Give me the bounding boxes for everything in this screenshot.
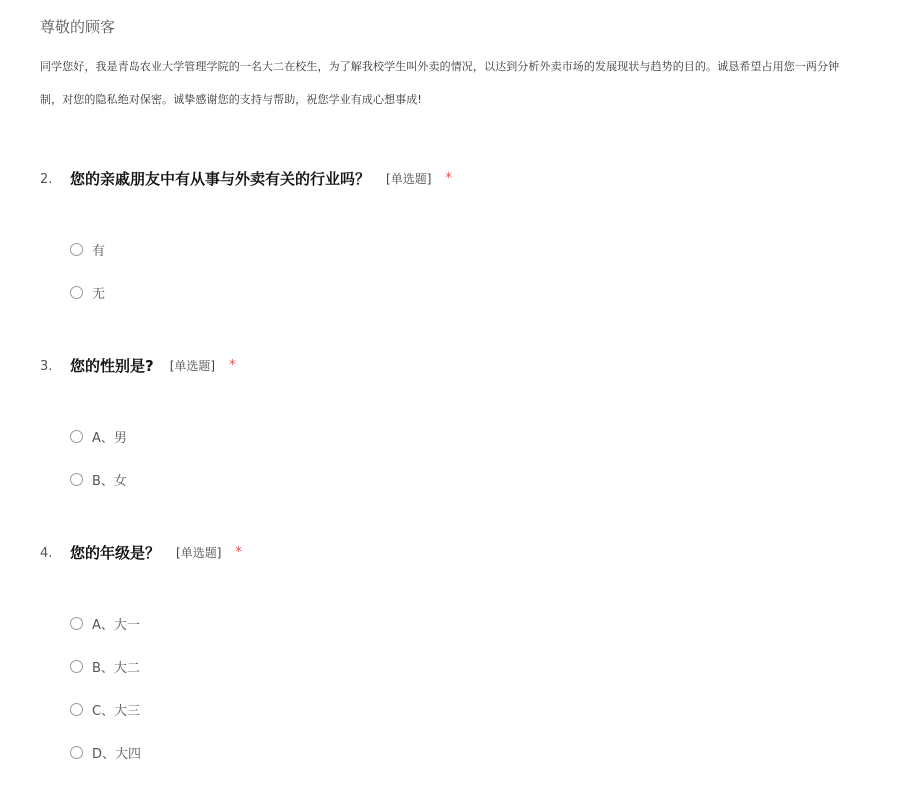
question-number: 2. [40, 172, 53, 187]
option-label[interactable]: A、男 [92, 430, 127, 446]
question-title: 您的性别是? [70, 357, 154, 375]
radio-button[interactable] [70, 660, 83, 673]
option-label[interactable]: C、大三 [92, 703, 141, 719]
radio-button[interactable] [70, 430, 83, 443]
option-label[interactable]: B、大二 [92, 660, 140, 676]
survey-intro-line-1: 同学您好，我是青岛农业大学管理学院的一名大二在校生，为了解我校学生叫外卖的情况，以达到分析外卖市场的发展现状与趋势的目的。诚恳希望占用您一两分钟 [40, 60, 840, 73]
option-q4-d[interactable] [70, 743, 141, 761]
option-label[interactable]: 有 [92, 243, 106, 259]
radio-button[interactable] [70, 746, 83, 759]
survey-greeting: 尊敬的顾客 [40, 18, 116, 36]
question-title-row [70, 542, 242, 563]
option-q2-a[interactable] [70, 240, 105, 258]
radio-button[interactable] [70, 473, 83, 486]
question-number: 3. [40, 359, 53, 374]
required-marker: * [445, 171, 452, 186]
option-label[interactable]: D、大四 [92, 746, 142, 762]
option-q3-a[interactable] [70, 427, 127, 445]
question-type-label: [单选题] [386, 172, 432, 186]
required-marker: * [235, 545, 242, 560]
radio-button[interactable] [70, 286, 83, 299]
option-q4-c[interactable] [70, 700, 140, 718]
option-label[interactable]: A、大一 [92, 617, 140, 633]
question-title: 您的亲戚朋友中有从事与外卖有关的行业吗？ [70, 170, 371, 188]
radio-button[interactable] [70, 243, 83, 256]
question-title: 您的年级是？ [70, 544, 161, 562]
option-q4-b[interactable] [70, 657, 140, 675]
question-title-row [70, 355, 236, 376]
option-label[interactable]: B、女 [92, 473, 127, 489]
option-label[interactable]: 无 [92, 286, 106, 302]
question-number: 4. [40, 546, 53, 561]
radio-button[interactable] [70, 703, 83, 716]
required-marker: * [229, 358, 236, 373]
option-q4-a[interactable] [70, 614, 140, 632]
question-title-row [70, 168, 452, 189]
question-type-label: [单选题] [176, 546, 222, 560]
radio-button[interactable] [70, 617, 83, 630]
option-q2-b[interactable] [70, 283, 105, 301]
question-type-label: [单选题] [169, 359, 216, 373]
survey-intro-line-2: 制，对您的隐私绝对保密。诚挚感谢您的支持与帮助，祝您学业有成心想事成! [40, 93, 422, 106]
option-q3-b[interactable] [70, 470, 127, 488]
